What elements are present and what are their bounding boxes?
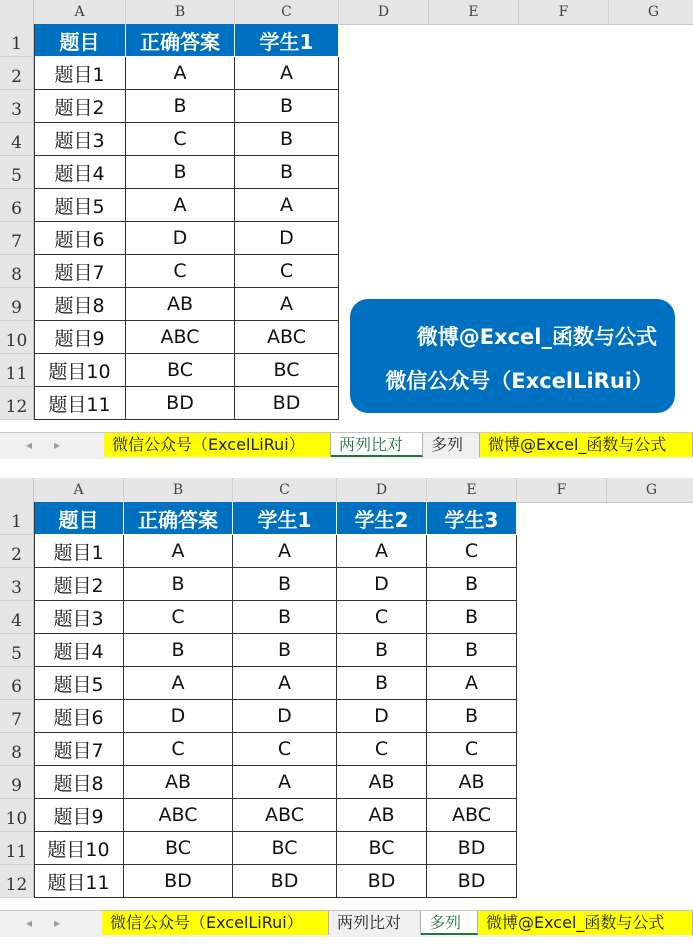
watermark-banner (350, 299, 675, 413)
table-cell[interactable]: BC (235, 354, 339, 387)
table-cell[interactable]: B (126, 156, 235, 189)
row-header[interactable]: 11 (0, 354, 34, 387)
header-cell[interactable]: 正确答案 (124, 502, 233, 535)
table-cell[interactable]: BD (427, 865, 517, 898)
row-header[interactable]: 10 (0, 799, 34, 832)
header-cell[interactable]: 题目 (34, 24, 126, 57)
column-header-e[interactable]: E (429, 0, 519, 24)
table-cell[interactable]: AB (337, 799, 427, 832)
table-cell[interactable]: 题目2 (34, 568, 124, 601)
select-all-corner[interactable] (0, 0, 34, 24)
header-cell[interactable]: 学生3 (427, 502, 517, 535)
table-cell[interactable]: A (235, 57, 339, 90)
tab-multi-column[interactable]: 多列 (423, 433, 480, 457)
prev-sheet-icon[interactable]: ◂ (26, 916, 33, 930)
next-sheet-icon[interactable]: ▸ (54, 916, 61, 930)
table-cell[interactable]: BD (427, 832, 517, 865)
table-cell[interactable]: A (337, 535, 427, 568)
table-cell[interactable]: AB (427, 766, 517, 799)
table-cell[interactable]: ABC (427, 799, 517, 832)
tab-weibo[interactable]: 微博@Excel_函数与公式 (478, 911, 693, 935)
table-cell[interactable]: 题目10 (34, 354, 126, 387)
table-cell[interactable]: C (337, 601, 427, 634)
table-cell[interactable]: ABC (124, 799, 233, 832)
row-header[interactable]: 2 (0, 535, 34, 568)
table-cell[interactable]: B (337, 634, 427, 667)
header-cell[interactable]: 学生1 (233, 502, 337, 535)
table-cell[interactable]: B (235, 123, 339, 156)
table-cell[interactable]: B (337, 667, 427, 700)
table-cell[interactable]: D (337, 700, 427, 733)
tab-wechat[interactable]: 微信公众号（ExcelLiRui） (104, 433, 331, 457)
table-cell[interactable]: 题目10 (34, 832, 124, 865)
column-header-d[interactable]: D (339, 0, 429, 24)
table-cell[interactable]: AB (337, 766, 427, 799)
table-cell[interactable]: A (235, 288, 339, 321)
table-cell[interactable]: BC (126, 354, 235, 387)
row-header[interactable]: 9 (0, 766, 34, 799)
tab-wechat[interactable]: 微信公众号（ExcelLiRui） (102, 911, 329, 935)
table-cell[interactable]: D (337, 568, 427, 601)
row-header[interactable]: 10 (0, 321, 34, 354)
table-cell[interactable]: C (337, 733, 427, 766)
table-cell[interactable]: B (427, 568, 517, 601)
table-cell[interactable]: 题目11 (34, 387, 126, 420)
table-cell[interactable]: A (233, 535, 337, 568)
banner-line-wechat: 微信公众号（ExcelLiRui） (385, 369, 653, 393)
table-cell[interactable]: C (427, 535, 517, 568)
table-cell[interactable]: D (126, 222, 235, 255)
column-header-g[interactable]: G (609, 0, 693, 24)
table-cell[interactable]: B (235, 156, 339, 189)
row-header[interactable]: 7 (0, 700, 34, 733)
row-header[interactable]: 8 (0, 733, 34, 766)
row-header[interactable]: 4 (0, 123, 34, 156)
table-cell[interactable]: C (126, 123, 235, 156)
sheet-tab-bar (0, 432, 693, 459)
table-cell[interactable]: BD (124, 865, 233, 898)
row-header[interactable]: 11 (0, 832, 34, 865)
row-header[interactable]: 1 (0, 24, 34, 57)
table-cell[interactable]: 题目9 (34, 321, 126, 354)
table-cell[interactable]: 题目1 (34, 535, 124, 568)
table-cell[interactable]: 题目7 (34, 733, 124, 766)
tab-two-column-compare[interactable]: 两列比对 (331, 433, 423, 457)
header-cell[interactable]: 学生2 (337, 502, 427, 535)
row-header[interactable]: 12 (0, 865, 34, 898)
row-header[interactable]: 1 (0, 502, 34, 535)
table-cell[interactable]: 题目8 (34, 288, 126, 321)
table-cell[interactable]: D (124, 700, 233, 733)
table-cell[interactable]: A (124, 535, 233, 568)
table-cell[interactable]: C (126, 255, 235, 288)
table-cell[interactable]: 题目3 (34, 601, 124, 634)
table-cell[interactable]: ABC (233, 799, 337, 832)
row-header[interactable]: 7 (0, 222, 34, 255)
tab-weibo[interactable]: 微博@Excel_函数与公式 (480, 433, 693, 457)
column-header-d[interactable]: D (337, 478, 427, 502)
row-header[interactable]: 3 (0, 90, 34, 123)
sheet-tab-bar (0, 910, 693, 937)
header-cell[interactable]: 正确答案 (126, 24, 235, 57)
table-cell[interactable]: BC (233, 832, 337, 865)
table-cell[interactable]: A (126, 189, 235, 222)
table-cell[interactable]: 题目7 (34, 255, 126, 288)
table-cell[interactable]: BC (337, 832, 427, 865)
table-cell[interactable]: B (233, 568, 337, 601)
table-cell[interactable]: 题目4 (34, 156, 126, 189)
table-cell[interactable]: 题目1 (34, 57, 126, 90)
table-cell[interactable]: C (427, 733, 517, 766)
tab-two-column-compare[interactable]: 两列比对 (329, 911, 421, 935)
column-header-b[interactable]: B (126, 0, 235, 24)
table-cell[interactable]: B (427, 634, 517, 667)
table-cell[interactable]: BD (233, 865, 337, 898)
table-cell[interactable]: 题目2 (34, 90, 126, 123)
table-cell[interactable]: A (427, 667, 517, 700)
column-header-bar (0, 478, 693, 503)
table-cell[interactable]: A (233, 766, 337, 799)
table-border (34, 502, 35, 898)
table-cell[interactable]: 题目5 (34, 667, 124, 700)
table-cell[interactable]: 题目6 (34, 700, 124, 733)
table-cell[interactable]: A (235, 189, 339, 222)
row-header[interactable]: 5 (0, 634, 34, 667)
table-cell[interactable]: A (233, 667, 337, 700)
table-cell[interactable]: B (233, 601, 337, 634)
table-cell[interactable]: 题目6 (34, 222, 126, 255)
table-cell[interactable]: C (124, 601, 233, 634)
column-header-b[interactable]: B (124, 478, 233, 502)
column-header-g[interactable]: G (607, 478, 693, 502)
table-cell[interactable]: B (124, 634, 233, 667)
banner-line-weibo: 微博@Excel_函数与公式 (416, 325, 657, 349)
table-cell[interactable]: D (233, 700, 337, 733)
table-cell[interactable]: AB (124, 766, 233, 799)
table-cell[interactable]: B (427, 601, 517, 634)
sheet-panel-top (0, 0, 693, 460)
column-header-c[interactable]: C (235, 0, 339, 24)
column-header-a[interactable]: A (34, 478, 124, 502)
column-header-e[interactable]: E (427, 478, 517, 502)
row-header[interactable]: 9 (0, 288, 34, 321)
table-cell[interactable]: 题目9 (34, 799, 124, 832)
row-header[interactable]: 12 (0, 387, 34, 420)
table-cell[interactable]: 题目5 (34, 189, 126, 222)
table-cell[interactable]: C (233, 733, 337, 766)
column-header-a[interactable]: A (34, 0, 126, 24)
column-header-f[interactable]: F (519, 0, 609, 24)
column-header-c[interactable]: C (233, 478, 337, 502)
header-cell[interactable]: 学生1 (235, 24, 339, 57)
table-cell[interactable]: 题目4 (34, 634, 124, 667)
select-all-corner[interactable] (0, 478, 34, 502)
table-cell[interactable]: BC (124, 832, 233, 865)
table-cell[interactable]: BD (337, 865, 427, 898)
row-header[interactable]: 4 (0, 601, 34, 634)
table-cell[interactable]: AB (126, 288, 235, 321)
table-cell[interactable]: 题目8 (34, 766, 124, 799)
prev-sheet-icon[interactable]: ◂ (26, 438, 33, 452)
table-cell[interactable]: ABC (235, 321, 339, 354)
row-header[interactable]: 3 (0, 568, 34, 601)
table-cell[interactable]: D (235, 222, 339, 255)
sheet-panel-bottom (0, 478, 693, 946)
header-cell[interactable]: 题目 (34, 502, 124, 535)
table-cell[interactable]: ABC (126, 321, 235, 354)
tab-multi-column[interactable]: 多列 (421, 911, 478, 935)
table-cell[interactable]: B (124, 568, 233, 601)
row-header[interactable]: 6 (0, 667, 34, 700)
row-header[interactable]: 2 (0, 57, 34, 90)
panel-separator (0, 460, 693, 478)
table-cell[interactable]: A (124, 667, 233, 700)
table-cell[interactable]: B (235, 90, 339, 123)
table-cell[interactable]: B (233, 634, 337, 667)
row-header[interactable]: 6 (0, 189, 34, 222)
table-cell[interactable]: BD (235, 387, 339, 420)
column-header-f[interactable]: F (517, 478, 607, 502)
column-header-bar (0, 0, 693, 25)
table-cell[interactable]: 题目3 (34, 123, 126, 156)
table-cell[interactable]: B (427, 700, 517, 733)
row-header[interactable]: 5 (0, 156, 34, 189)
table-cell[interactable]: 题目11 (34, 865, 124, 898)
table-border (34, 24, 35, 420)
row-header[interactable]: 8 (0, 255, 34, 288)
next-sheet-icon[interactable]: ▸ (54, 438, 61, 452)
table-cell[interactable]: C (235, 255, 339, 288)
table-cell[interactable]: B (126, 90, 235, 123)
table-cell[interactable]: A (126, 57, 235, 90)
table-cell[interactable]: C (124, 733, 233, 766)
table-cell[interactable]: BD (126, 387, 235, 420)
